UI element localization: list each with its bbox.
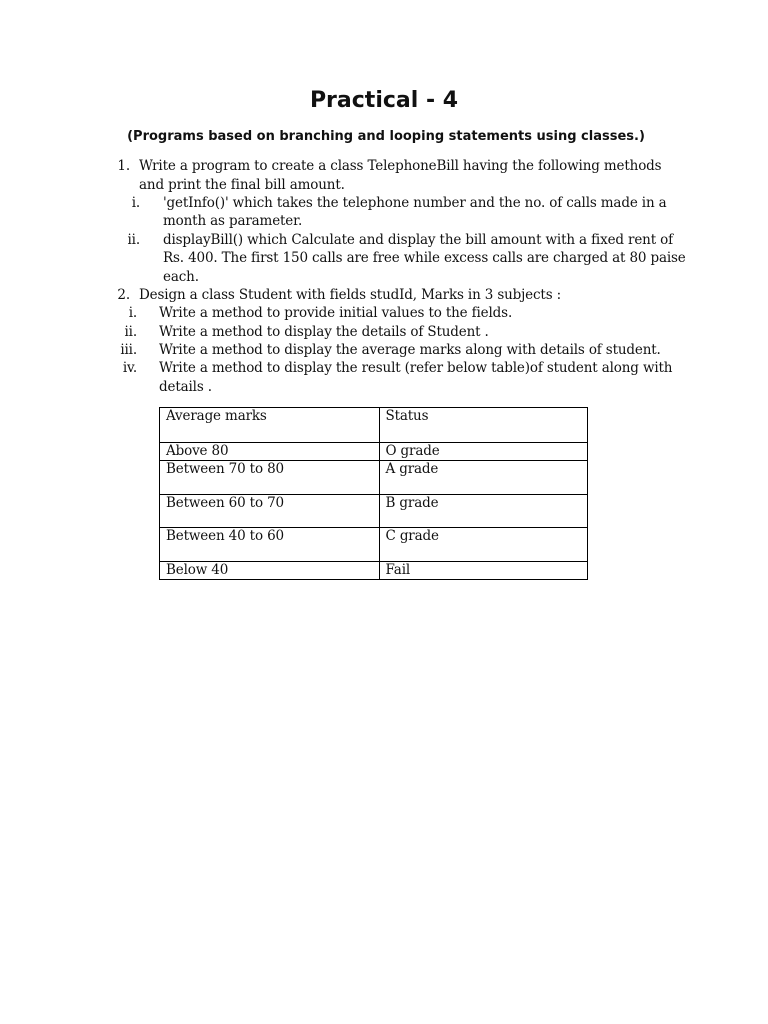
question-2-sub-iii-line-1: Write a method to display the average marks along with details of student. xyxy=(159,342,661,358)
question-1-sub-i-number: i. xyxy=(131,195,140,211)
question-1-number: 1. xyxy=(117,158,130,174)
question-1-sub-ii-number: ii. xyxy=(127,232,140,248)
question-2-sub-iv-number: iv. xyxy=(122,360,137,376)
table-cell-status: B grade xyxy=(379,495,588,528)
question-2-sub-iii-number: iii. xyxy=(120,342,137,358)
table-row xyxy=(160,528,588,562)
table-header-row xyxy=(160,408,588,443)
table-cell-status: C grade xyxy=(379,528,588,562)
question-1-line-1: Write a program to create a class TelephoneBill having the following methods xyxy=(139,158,662,174)
table-cell-average: Between 70 to 80 xyxy=(160,461,380,495)
question-2-sub-i-number: i. xyxy=(128,305,137,321)
question-2-sub-i-line-1: Write a method to provide initial values to the fields. xyxy=(159,305,513,321)
table-cell-average: Above 80 xyxy=(160,443,380,461)
table-cell-status: Fail xyxy=(379,562,588,580)
table-cell-average: Between 40 to 60 xyxy=(160,528,380,562)
page-subtitle: (Programs based on branching and looping statements using classes.) xyxy=(127,129,645,144)
question-2-sub-ii-number: ii. xyxy=(124,324,137,340)
question-2-sub-iv-line-1: Write a method to display the result (refer below table)of student along with xyxy=(159,360,673,376)
table-header-status: Status xyxy=(379,408,588,443)
question-1-sub-i-line-1: 'getInfo()' which takes the telephone number and the no. of calls made in a xyxy=(163,195,667,211)
question-2-number: 2. xyxy=(117,287,130,303)
table-row xyxy=(160,461,588,495)
question-1-sub-ii-line-1: displayBill() which Calculate and display the bill amount with a fixed rent of xyxy=(163,232,673,248)
question-2-sub-iv-line-2: details . xyxy=(159,379,212,395)
page-title: Practical - 4 xyxy=(309,88,459,113)
question-1-line-2: and print the final bill amount. xyxy=(139,177,345,193)
question-1-sub-i-line-2: month as parameter. xyxy=(163,213,303,229)
table-row xyxy=(160,495,588,528)
table-cell-average: Between 60 to 70 xyxy=(160,495,380,528)
question-1-sub-ii-line-2: Rs. 400. The first 150 calls are free while excess calls are charged at 80 paise xyxy=(163,250,686,266)
table-cell-status: O grade xyxy=(379,443,588,461)
question-1-sub-ii-line-3: each. xyxy=(163,269,199,285)
question-2-line-1: Design a class Student with fields studId, Marks in 3 subjects : xyxy=(139,287,562,303)
question-2-sub-ii-line-1: Write a method to display the details of Student . xyxy=(159,324,489,340)
table-row xyxy=(160,562,588,580)
grade-table xyxy=(159,407,588,580)
table-cell-status: A grade xyxy=(379,461,588,495)
table-header-average-marks: Average marks xyxy=(160,408,380,443)
table-cell-average: Below 40 xyxy=(160,562,380,580)
table-row xyxy=(160,443,588,461)
